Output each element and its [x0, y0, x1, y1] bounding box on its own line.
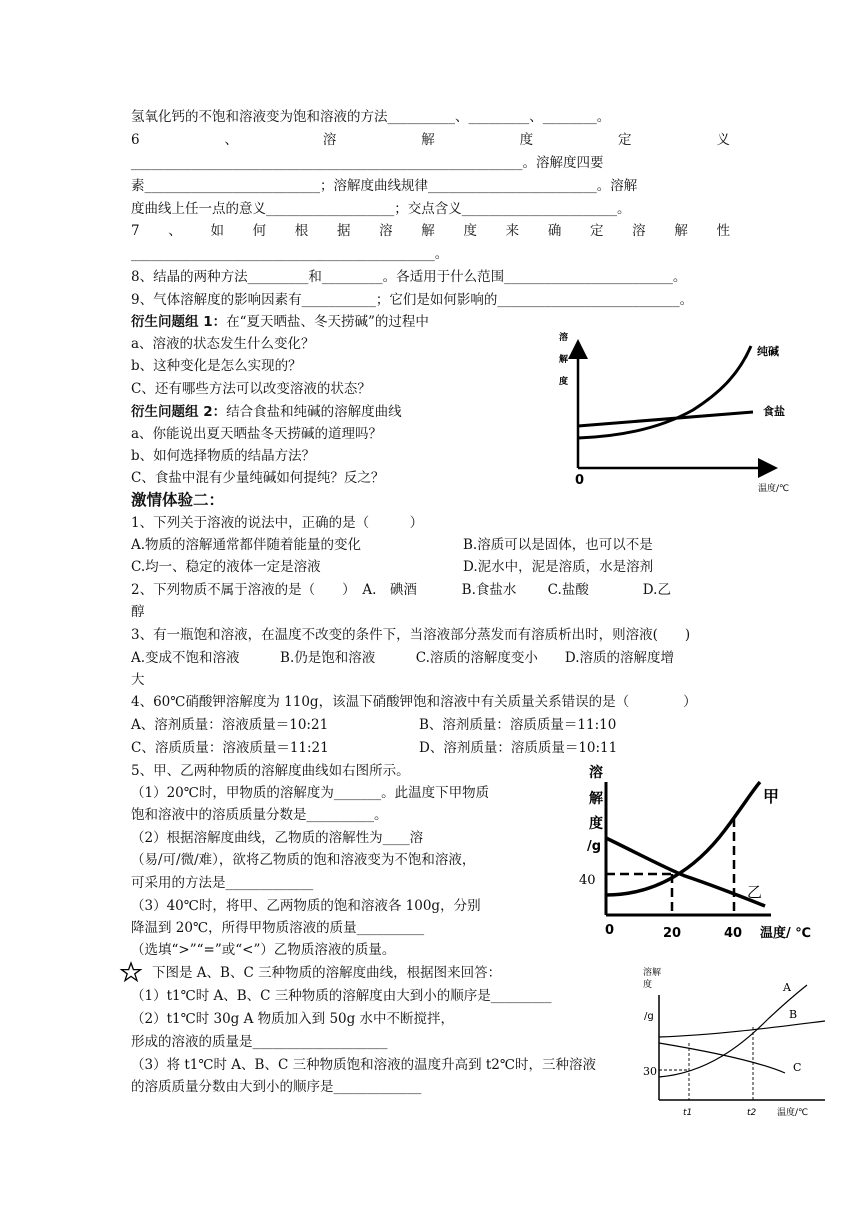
q1-option-a: A.物质的溶解通常都伴随着能量的变化 [131, 537, 362, 553]
y-tick-30: 30 [643, 1065, 657, 1078]
question-8: 8、结晶的两种方法_________和_________。各适用于什么范围_________________________。 [131, 269, 687, 285]
q6-part-3a: （3）将 t1℃时 A、B、C 三种物质饱和溶液的温度升高到 t2℃时，三种溶液 [131, 1057, 596, 1073]
q5-part-1a: （1）20℃时，甲物质的溶解度为_______。此温度下甲物质 [131, 785, 490, 801]
section-heading: 激情体验二： [131, 491, 225, 509]
question-7-spaced-line: 7 、 如 何 根 据 溶 解 度 来 确 定 溶 解 性 [131, 223, 730, 239]
curve-c [659, 1043, 785, 1073]
q4-option-d: D、溶剂质量：溶质质量＝10:11 [419, 740, 618, 756]
origin-label: 0 [605, 923, 615, 938]
y-label-char-1: 溶 [589, 765, 603, 781]
q1-option-b: B.溶质可以是固体，也可以不是 [463, 537, 653, 553]
label-yi: 乙 [747, 883, 763, 901]
q4-option-a: A、溶剂质量：溶液质量＝10:21 [131, 717, 329, 733]
solubility-chart-2 [575, 760, 815, 945]
y-label-char-1: 溶 [559, 333, 569, 343]
group-1-item-c: C、还有哪些方法可以改变溶液的状态？ [131, 381, 371, 397]
label-salt: 食盐 [763, 405, 785, 418]
label-a: A [783, 981, 791, 994]
q5-part-2c: 可采用的方法是_____________ [131, 875, 314, 891]
question-1: 1、下列关于溶液的说法中，正确的是（ ） [131, 515, 424, 531]
label-soda: 纯碱 [757, 345, 779, 358]
group-2-item-a: a、你能说出夏天晒盐冬天捞碱的道理吗？ [131, 426, 383, 442]
label-jia: 甲 [763, 787, 780, 806]
question-6-line-4: 度曲线上任一点的意义___________________；交点含义_______________________。 [131, 201, 631, 217]
x-tick-t1: t1 [683, 1108, 693, 1118]
y-label-unit: /g [644, 1011, 654, 1022]
question-6-spaced-line: 6 、 溶 解 度 定 义 [131, 132, 730, 148]
x-axis-label: 温度/℃ [758, 484, 790, 494]
group-2-heading: 衍生问题组 2：结合食盐和纯碱的溶解度曲线 [131, 404, 402, 420]
q6-part-3b: 的溶质质量分数由大到小的顺序是_____________ [131, 1079, 422, 1095]
question-7-line-2: _____________________________________________。 [131, 246, 449, 262]
label-b: B [789, 1008, 798, 1021]
group-1-heading: 衍生问题组 1：在“夏天晒盐、冬天捞碱”的过程中 [131, 314, 429, 330]
curve-yi [606, 838, 765, 906]
q5-part-2b: （易/可/微/难），欲将乙物质的饱和溶液变为不饱和溶液， [131, 852, 476, 868]
question-6-line-2: __________________________________________________________。溶解度四要 [131, 155, 604, 171]
y-label-unit: /g [587, 839, 602, 854]
y-tick-40: 40 [579, 873, 596, 888]
q6-part-2a: （2）t1℃时 30g A 物质加入到 50g 水中不断搅拌， [131, 1011, 455, 1027]
curve-jia [606, 782, 760, 895]
curve-a [659, 985, 807, 1077]
group-2-item-c: C、食盐中混有少量纯碱如何提纯？反之？ [131, 470, 385, 486]
group-2-item-b: b、如何选择物质的结晶方法？ [131, 448, 316, 464]
group-1-item-a: a、溶液的状态发生什么变化？ [131, 336, 315, 352]
x-tick-40: 40 [724, 926, 743, 941]
question-3: 3、有一瓶饱和溶液，在温度不改变的条件下，当溶液部分蒸发而有溶质析出时，则溶液( ) [131, 627, 691, 643]
q5-part-3c: （选填“>”“=”或“<”）乙物质溶液的质量。 [131, 942, 396, 958]
x-tick-t2: t2 [747, 1108, 757, 1118]
q3-options: A.变成不饱和溶液 B.仍是饱和溶液 C.溶质的溶解度变小 D.溶质的溶解度增 [131, 650, 675, 666]
q1-option-c: C.均一、稳定的液体一定是溶液 [131, 559, 321, 575]
y-label-char-2: 解 [559, 355, 569, 365]
question-5: 5、甲、乙两种物质的溶解度曲线如右图所示。 [131, 763, 410, 779]
q6-part-2b: 形成的溶液的质量是____________________ [131, 1034, 388, 1050]
curve-b [659, 1021, 825, 1037]
q5-part-2a: （2）根据溶解度曲线，乙物质的溶解性为____溶 [131, 830, 424, 846]
label-c: C [793, 1061, 802, 1074]
group-1-item-b: b、这种变化是怎么实现的？ [131, 358, 302, 374]
question-9: 9、气体溶解度的影响因素有___________；它们是如何影响的___________________________。 [131, 292, 694, 308]
x-axis-label: 温度/℃ [777, 1108, 809, 1118]
q1-option-d: D.泥水中，泥是溶质，水是溶剂 [463, 559, 654, 575]
question-2-wrap: 醇 [131, 604, 145, 620]
q3-options-wrap: 大 [131, 672, 145, 688]
x-tick-20: 20 [663, 926, 682, 941]
q5-part-1b: 饱和溶液中的溶质质量分数是__________。 [131, 807, 388, 823]
y-label-char-3: 度 [589, 816, 603, 832]
q5-part-3a: （3）40℃时，将甲、乙两物质的饱和溶液各 100g，分别 [131, 898, 481, 914]
q6-part-1: （1）t1℃时 A、B、C 三种物质的溶解度由大到小的顺序是_________ [131, 988, 552, 1004]
origin-label: 0 [575, 473, 585, 488]
y-label-line-1: 溶解 [643, 968, 662, 978]
q4-option-c: C、溶质质量：溶液质量＝11:21 [131, 740, 329, 756]
question-2: 2、下列物质不属于溶液的是（ ） A. 碘酒 B.食盐水 C.盐酸 D.乙 [131, 582, 671, 598]
solubility-chart-1 [553, 324, 798, 494]
star-icon [121, 962, 141, 982]
y-label-char-3: 度 [559, 377, 569, 387]
fill-blank-line-1: 氢氧化钙的不饱和溶液变为饱和溶液的方法__________、_________、________。 [131, 109, 611, 125]
solubility-chart-3 [637, 965, 837, 1125]
y-label-line-2: 度 [643, 980, 653, 990]
question-4: 4、60℃硝酸钾溶解度为 110g，该温下硝酸钾饱和溶液中有关质量关系错误的是（ ） [131, 694, 697, 710]
q5-part-3b: 降温到 20℃，所得甲物质溶液的质量__________ [131, 920, 425, 936]
q4-option-b: B、溶剂质量：溶质质量＝11:10 [419, 717, 617, 733]
question-6-line-3: 素__________________________；溶解度曲线规律_________________________。溶解 [131, 178, 638, 194]
y-label-char-2: 解 [589, 791, 603, 807]
question-6: 下图是 A、B、C 三种物质的溶解度曲线，根据图来回答： [152, 965, 502, 981]
x-axis-label: 温度/ ℃ [760, 926, 812, 941]
